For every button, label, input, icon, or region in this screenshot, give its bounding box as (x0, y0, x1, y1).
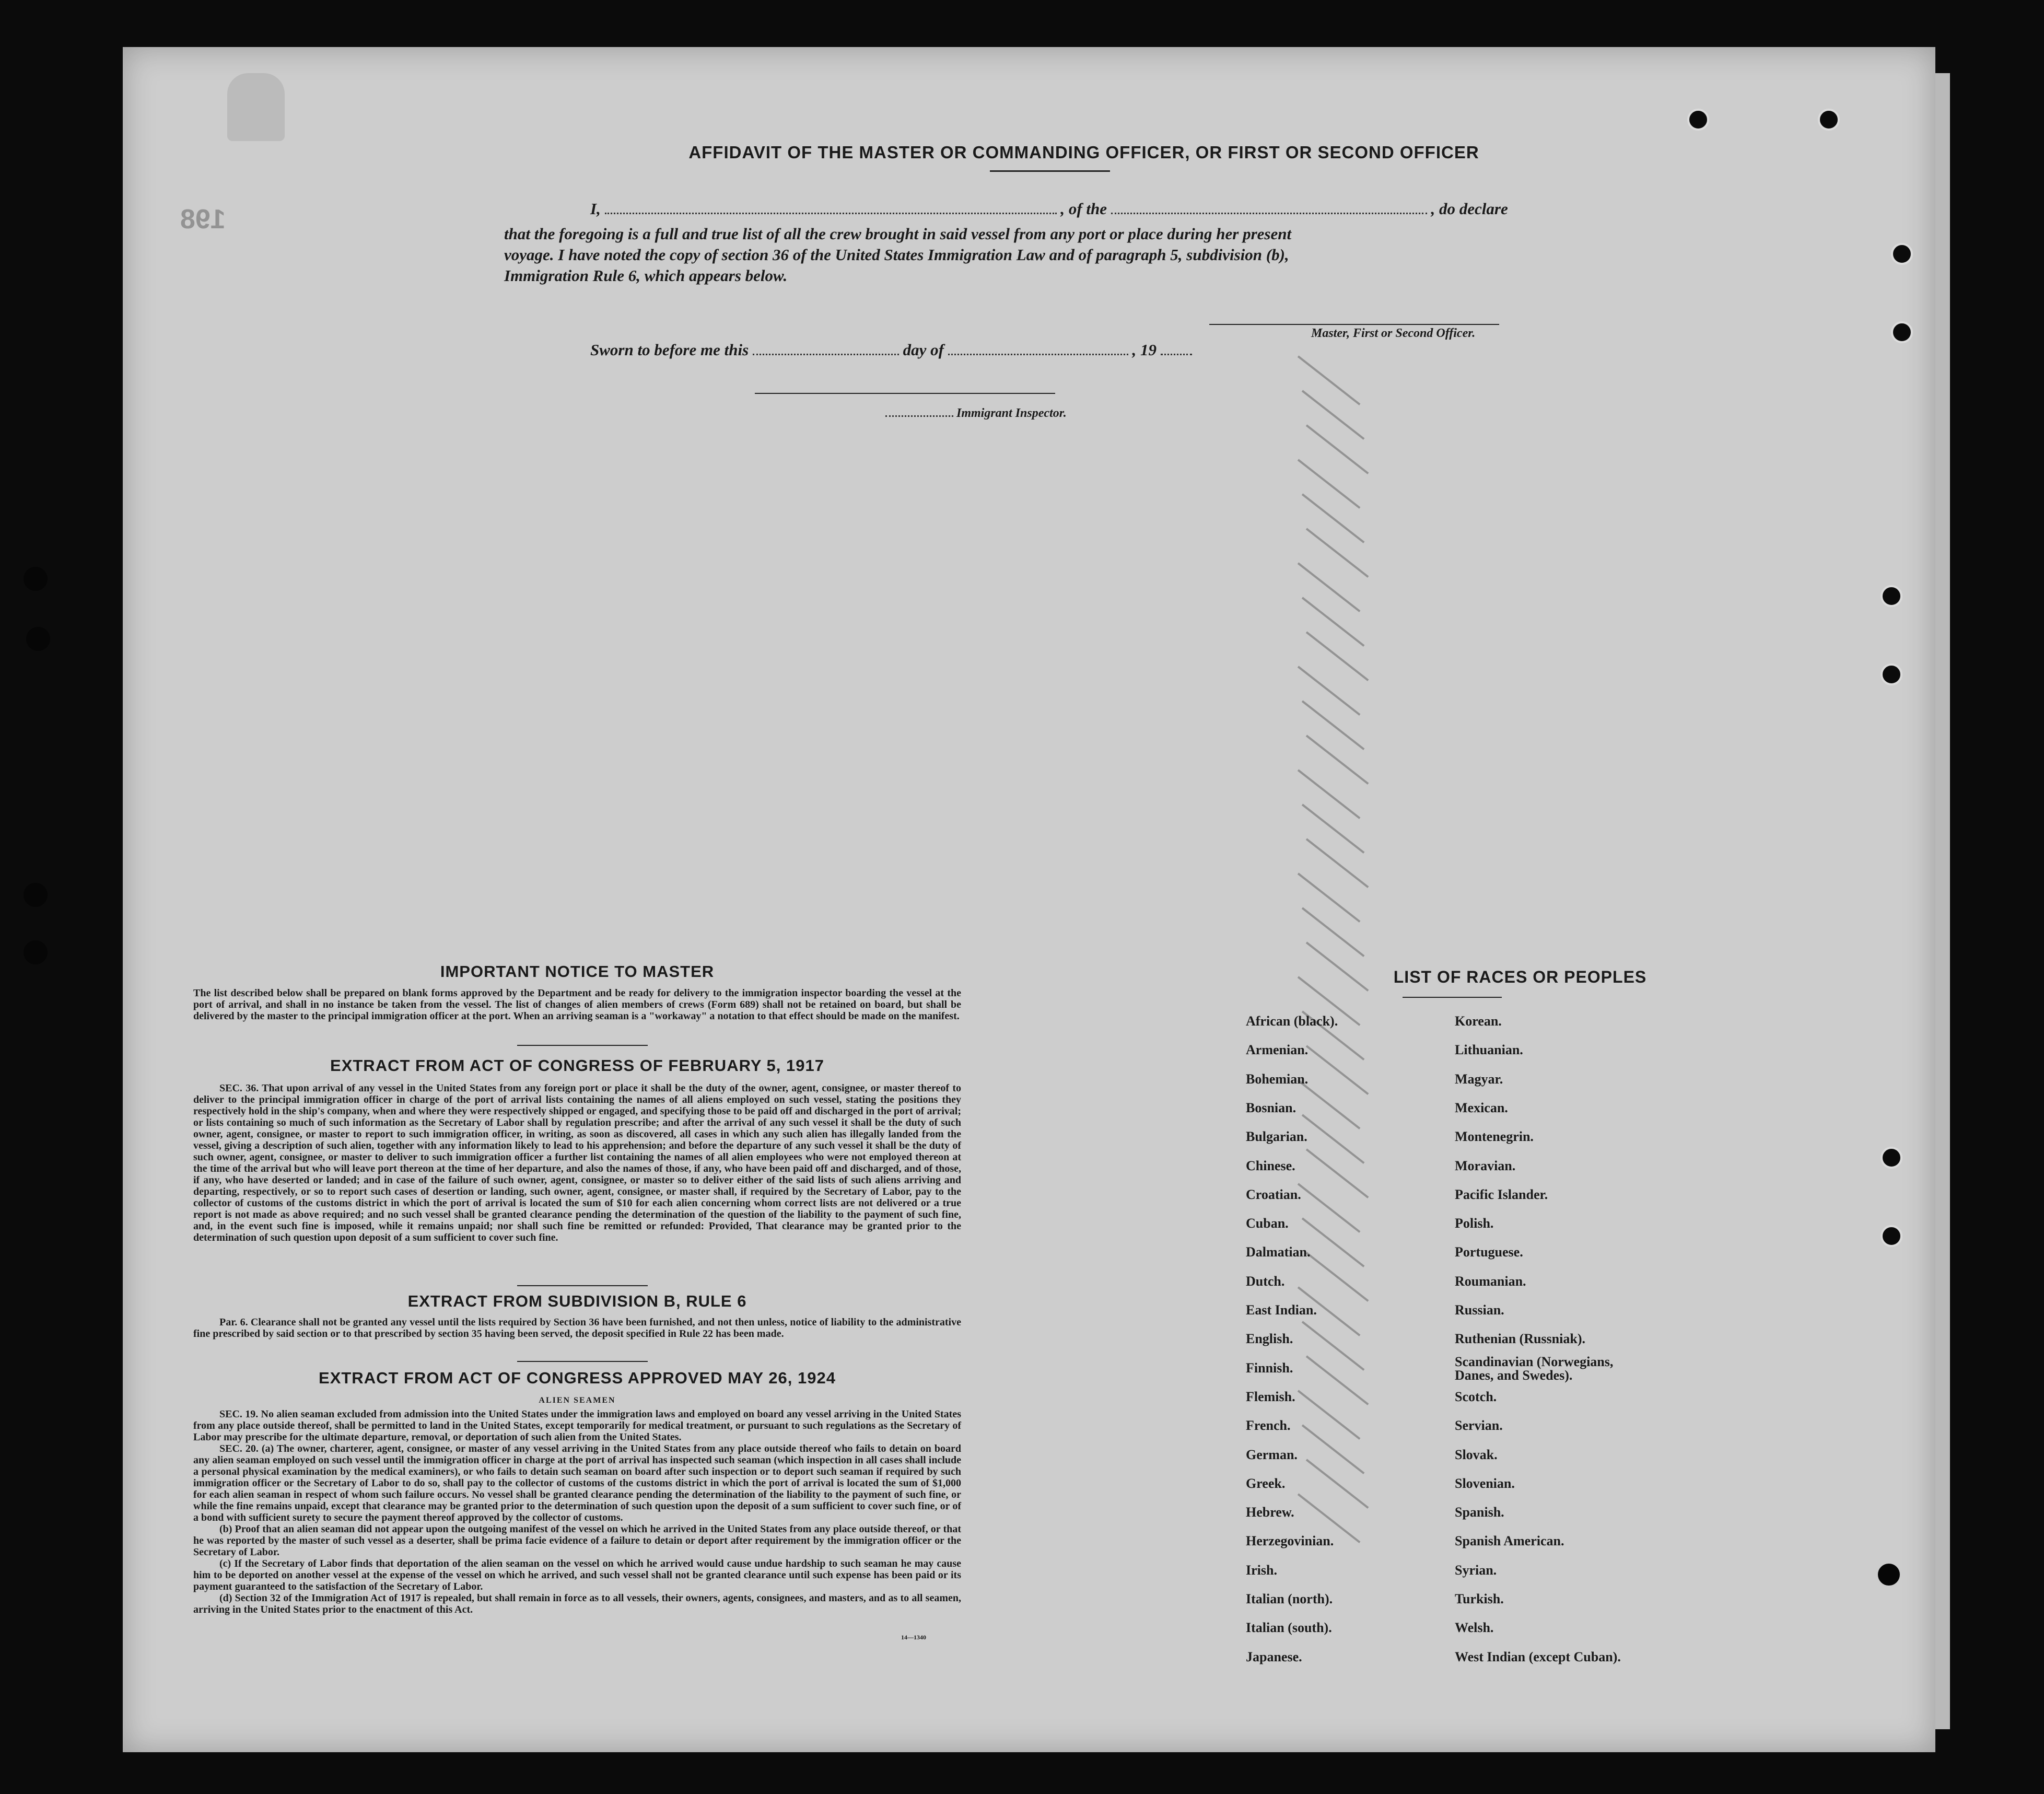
race-item: Roumanian. (1455, 1273, 1526, 1289)
pencil-stroke (1306, 838, 1369, 888)
extract-1924-p4: (c) If the Secretary of Labor finds that deportation of the alien seaman on the vessel on which he arrived would cause undue hardship to such seaman he may cause him to be deported on another vessel at the expense of the vessel on which he arrived, and such vessel shall not be granted clearance until such expense has been paid or its payment guaranteed to the satisfaction of the Secretary of Labor. (193, 1558, 961, 1592)
declare-label: , do declare (1431, 200, 1508, 218)
extract-rule6-text: Par. 6. Clearance shall not be granted any vessel until the lists required by Section 36 have been furnished, and not then unless, notice of liability to the administrative fine prescribed by said section or to that prescribed by section 35 having been served, the deposit specified in Rule 22 has been made. (193, 1317, 961, 1339)
punch-hole (1878, 1564, 1900, 1586)
pencil-stroke (1306, 1045, 1369, 1095)
inspector-dots (885, 415, 953, 417)
extract-rule6-title: EXTRACT FROM SUBDIVISION B, RULE 6 (407, 1292, 747, 1310)
pencil-stroke (1306, 1355, 1369, 1405)
race-item: Finnish. (1246, 1360, 1293, 1376)
extract-1924-p3: (b) Proof that an alien seaman did not appear upon the outgoing manifest of the vessel on which he arrived in the United States from any place outside thereof, or that he was reported by the master of such vessel as a deserter, shall be prima facie evidence of a failure to detain or deport after requirement by the immigration officer or the Secretary of Labor. (193, 1523, 961, 1558)
race-item: English. (1246, 1331, 1293, 1347)
race-item: Italian (north). (1246, 1591, 1333, 1606)
pencil-stroke (1302, 390, 1365, 440)
race-item: Greek. (1246, 1475, 1286, 1491)
extract-1924-title: EXTRACT FROM ACT OF CONGRESS APPROVED MAY 26, 1924 (319, 1369, 836, 1387)
sworn-year-field[interactable] (1161, 354, 1192, 355)
race-item: West Indian (except Cuban). (1455, 1649, 1621, 1664)
pencil-stroke (1306, 424, 1369, 474)
punch-hole (1891, 321, 1913, 343)
extract-1924-p1: SEC. 19. No alien seaman excluded from admission into the United States under the immigration laws and employed on board any vessel arriving in the United States from any place outside thereof, shall be permitted to land in the United States, except temporarily for medical treatment, or pursuant to such regulations as the Secretary of Labor may prescribe for the ultimate departure, removal, or deportation of such alien from the United States. (193, 1408, 961, 1443)
affidavit-line-1 (590, 200, 1687, 218)
race-item: Slovenian. (1455, 1475, 1515, 1491)
race-item: Bohemian. (1246, 1071, 1309, 1087)
race-item: Spanish. (1455, 1505, 1504, 1520)
race-item: Chinese. (1246, 1158, 1295, 1173)
races-title: LIST OF RACES OR PEOPLES (1393, 968, 1647, 986)
year-label: , 19 (1132, 341, 1157, 359)
day-of-label: day of (903, 341, 944, 359)
pencil-stroke (1302, 1114, 1365, 1164)
pencil-stroke (1306, 631, 1369, 681)
race-item: Pacific Islander. (1455, 1186, 1548, 1202)
extract-1924-p5: (d) Section 32 of the Immigration Act of 1917 is repealed, but shall remain in force as to all vessels, their owners, agents, consignees, and masters, and as to all seamen, arriving in the United States prior to the enactment of this Act. (193, 1592, 961, 1615)
race-item: Armenian. (1246, 1042, 1309, 1058)
pencil-stroke (1298, 769, 1361, 819)
race-item: Slovak. (1455, 1447, 1498, 1462)
race-item: Scandinavian (Norwegians, Danes, and Swedes). (1455, 1354, 1614, 1383)
page-number: 198 (180, 204, 226, 235)
inspector-signature-caption (885, 406, 1067, 421)
race-item: Flemish. (1246, 1389, 1295, 1404)
extract-1924-p2: SEC. 20. (a) The owner, charterer, agent, consignee, or master of any vessel arriving in the United States from any place outside thereof who fails to detain on board any alien seaman employed on such vessel until the immigration officer in charge at the port of arrival has inspected such seaman (which inspection in all cases shall include a personal physical examination by the medical examiners), or who fails to detain such seaman on board after such inspection or to deport such seaman if required by such immigration officer or the Secretary of Labor to do so, shall pay to the collector of customs of the customs district in which the port of arrival is located the sum of $1,000 for each alien seaman in respect of whom such failure occurs. No vessel shall be granted clearance pending the determination of the liability to the payment of such fine, or while the fine remains unpaid, except that clearance may be granted prior to the determination of such question upon the deposit of a sum sufficient to cover such fine, or of a bond with sufficient surety to secure the payment thereof approved by the collector of customs. (193, 1443, 961, 1523)
race-item: Cuban. (1246, 1216, 1289, 1231)
race-item: Montenegrin. (1455, 1129, 1534, 1145)
races-title-rule (1403, 997, 1502, 998)
master-signature-caption: Master, First or Second Officer. (1311, 327, 1476, 340)
pencil-stroke (1306, 735, 1369, 785)
race-item: Italian (south). (1246, 1620, 1332, 1636)
punch-hole (1891, 243, 1913, 265)
extract-rule6-rule (517, 1361, 648, 1362)
sworn-line (590, 341, 1192, 359)
race-item: Dalmatian. (1246, 1244, 1311, 1260)
affidavit-title: AFFIDAVIT OF THE MASTER OR COMMANDING OFFICER, OR FIRST OR SECOND OFFICER (688, 143, 1479, 162)
pencil-stroke (1298, 666, 1361, 716)
sworn-day-field[interactable] (753, 354, 899, 355)
race-item: Japanese. (1246, 1649, 1302, 1664)
vessel-label: , of the (1060, 200, 1107, 218)
pencil-stroke (1298, 1390, 1361, 1440)
page-edge (1935, 73, 1950, 1729)
extract-1924-body (193, 1408, 961, 1615)
race-item: Servian. (1455, 1418, 1503, 1434)
race-item: African (black). (1246, 1014, 1338, 1029)
race-item: Lithuanian. (1455, 1042, 1523, 1058)
race-item: Scotch. (1455, 1389, 1497, 1404)
race-item: Russian. (1455, 1302, 1504, 1318)
pencil-stroke (1298, 355, 1361, 405)
race-item: Hebrew. (1246, 1505, 1294, 1520)
race-item: Moravian. (1455, 1158, 1516, 1173)
punch-hole (1881, 1147, 1902, 1169)
race-item: Syrian. (1455, 1562, 1497, 1578)
punch-hole (1818, 109, 1840, 131)
race-item: Turkish. (1455, 1591, 1504, 1606)
pencil-stroke (1298, 872, 1361, 923)
vessel-name-field[interactable] (1111, 213, 1427, 214)
pencil-stroke (1306, 1459, 1369, 1509)
pencil-stroke (1302, 907, 1365, 957)
notice-text: The list described below shall be prepared on blank forms approved by the Department and be ready for delivery to the immigration inspector boarding the vessel at the port of arrival, and shall in no instance be taken from the vessel. The list of changes of alien members of crews (Form 689) shall not be retained on board, but shall be delivered by the master to the principal immigration officer at the port. When an arriving seaman is a "workaway" a notation to that effect should be made on the manifest. (193, 987, 961, 1022)
sworn-month-field[interactable] (948, 354, 1128, 355)
punch-hole (1881, 1225, 1902, 1247)
extract-1917-title: EXTRACT FROM ACT OF CONGRESS OF FEBRUARY 5, 1917 (330, 1056, 824, 1075)
pencil-stroke (1302, 700, 1365, 750)
race-item: Spanish American. (1455, 1533, 1564, 1549)
race-item: Herzegovinian. (1246, 1533, 1334, 1549)
pencil-stroke (1302, 803, 1365, 854)
extract-1917-rule (517, 1285, 648, 1286)
extract-1917-text: SEC. 36. That upon arrival of any vessel in the United States from any foreign port or place it shall be the duty of the owner, agent, consignee, or master thereof to deliver to the principal immigration officer in charge of the port of arrival lists containing the names of all aliens employed on such vessel, stating the positions they respectively hold in the ship's company, when and where they were respectively shipped or engaged, and specifying those to be paid off and discharged in the port of arrival; or lists containing so much of such information as the Secretary of Labor shall by regulation prescribe; and after the arrival of any such vessel it shall be the duty of such owner, agent, consignee, or master to report to such immigration officer, in writing, as soon as discovered, all cases in which any such alien has illegally landed from the vessel, giving a description of such alien, together with any information likely to lead to his apprehension; and before the departure of any such vessel it shall be the duty of such owner, agent, consignee, or master to deliver to such immigration officer a further list containing the names of all alien employees who were not employed thereon at the time of the arrival but who will leave port thereon at the time of her departure, and also the names of those, if any, who have been paid off and discharged, and of those, if any, who have deserted or landed; and in case of the failure of such owner, agent, consignee, or master so to deliver either of the said lists of such aliens arriving and departing, respectively, or so to report such cases of desertion or landing, such owner, agent, consignee, or master shall, if required by the Secretary of Labor, pay to the collector of customs of the customs district in which the port of arrival is located the sum of $10 for each alien concerning whom correct lists are not delivered or a true report is not made as above required; and no such vessel shall be granted clearance pending the determination of the question of the liability to the payment of such fine, and, in the event such fine is imposed, while it remains unpaid; nor shall such fine be remitted or refunded: Provided, That clearance may be granted prior to the determination of such question upon deposit of a sum sufficient to cover such fine. (193, 1082, 961, 1243)
pencil-stroke (1306, 1252, 1369, 1302)
binder-hole (24, 567, 48, 591)
pencil-stroke (1306, 528, 1369, 578)
pencil-stroke (1302, 493, 1365, 543)
pencil-stroke (1298, 1183, 1361, 1233)
race-item: German. (1246, 1447, 1298, 1462)
pencil-stroke (1298, 459, 1361, 509)
pencil-stroke (1302, 1321, 1365, 1371)
pencil-stroke (1298, 562, 1361, 612)
affidavit-title-rule (990, 170, 1110, 172)
race-item: Magyar. (1455, 1071, 1503, 1087)
affidavit-line-4: Immigration Rule 6, which appears below. (504, 266, 788, 285)
race-item: East Indian. (1246, 1302, 1317, 1318)
race-item: Bosnian. (1246, 1100, 1297, 1115)
race-item: Croatian. (1246, 1186, 1301, 1202)
declarant-label: I, (590, 200, 601, 218)
inspector-signature-line[interactable] (755, 393, 1055, 394)
master-signature-line[interactable] (1209, 324, 1499, 325)
race-item: Korean. (1455, 1014, 1502, 1029)
pencil-stroke (1306, 1148, 1369, 1198)
extract-1924-subtitle: ALIEN SEAMEN (539, 1396, 616, 1405)
affidavit-line-3: voyage. I have noted the copy of section 36 of the United States Immigration Law and of paragraph 5, subdivision (b), (504, 246, 1289, 264)
pencil-stroke (1302, 1217, 1365, 1267)
race-item: Irish. (1246, 1562, 1277, 1578)
punch-hole (1881, 663, 1902, 685)
document-page (123, 47, 1935, 1752)
race-item: French. (1246, 1418, 1291, 1434)
declarant-name-field[interactable] (605, 213, 1057, 214)
binder-hole (24, 883, 48, 907)
race-item: Dutch. (1246, 1273, 1285, 1289)
pencil-stroke (1302, 597, 1365, 647)
notice-title: IMPORTANT NOTICE TO MASTER (440, 962, 715, 981)
pencil-stroke (1302, 1424, 1365, 1474)
punch-hole (1687, 109, 1709, 131)
faint-stamp (227, 73, 285, 141)
race-item: Mexican. (1455, 1100, 1508, 1115)
binder-hole (26, 627, 50, 651)
affidavit-line-2: that the foregoing is a full and true list of all the crew brought in said vessel from any port or place during her present (504, 225, 1292, 243)
race-item: Welsh. (1455, 1620, 1494, 1636)
bleed-through-text (196, 47, 1867, 204)
sworn-label: Sworn to before me this (590, 341, 749, 359)
race-item: Bulgarian. (1246, 1129, 1307, 1145)
form-number: 14—1340 (901, 1634, 926, 1641)
notice-rule (517, 1045, 648, 1046)
binder-hole (24, 940, 48, 964)
race-item: Ruthenian (Russniak). (1455, 1331, 1585, 1347)
race-item: Portuguese. (1455, 1244, 1523, 1260)
inspector-caption-text: Immigrant Inspector. (956, 406, 1067, 420)
pencil-stroke (1298, 1079, 1361, 1129)
punch-hole (1881, 585, 1902, 607)
race-item: Polish. (1455, 1216, 1494, 1231)
